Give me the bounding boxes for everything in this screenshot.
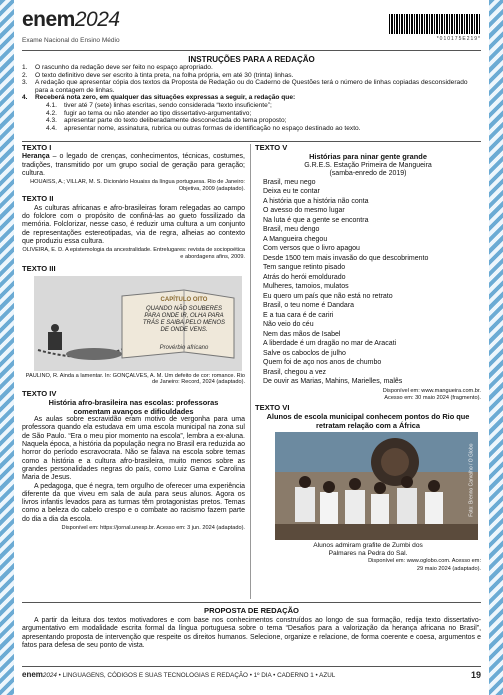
texto-iv-title: História afro-brasileira nas escolas: professoras comentam avanços e dificuldades	[48, 398, 219, 416]
texto-iv-source: Disponível em: https://jornal.unesp.br. Acesso em: 3 jun. 2024 (adaptado).	[61, 524, 245, 531]
texto-v-access: Acesso em: 30 maio 2024 (fragmento).	[384, 395, 481, 402]
lyric-line: Com versos que o livro apagou	[263, 245, 360, 253]
right-decorative-border	[489, 0, 503, 695]
proposal-body: A partir da leitura dos textos motivadores e com base nos conhecimentos construídos ao longo de sua formação, redija texto dissertativo-argumentativo em modalidade escrita formal da língua portuguesa sobre o tema “Desafios para a valorização da herança africana no Brasil”, apresentando proposta de intervenção que respeite os direitos humanos. Selecione, organize e relacione, de forma coerente e coesa, argumentos e fatos para defesa de seu ponto de vista.	[22, 617, 481, 649]
texto-i-source: HOUAISS, A.; VILLAR, M. S. Dicionário Houaiss da língua portuguesa. Rio de Janeiro: Objetiva, 2009 (adaptado).	[30, 179, 245, 192]
page-number: 19	[470, 670, 481, 680]
texto-ii-body: As culturas africanas e afro-brasileiras foram relegadas ao campo do folclore com o propósito de confiná-las ao gueto fossilizado da memória. Folclorizar, nesse caso, é reduzir uma cultura a um conjunto de representações estereotipadas, via de regra, alheias ao contexto que produziu essa cultura.	[22, 204, 245, 245]
instruction-subitem: 4.1. tiver até 7 (sete) linhas escritas, sendo considerada “texto insuficiente”;	[46, 101, 272, 109]
lyric-line: A Mangueira chegou	[263, 235, 328, 243]
texto-iv-heading: TEXTO IV	[22, 388, 57, 398]
texto-iii-heading: TEXTO III	[22, 264, 56, 274]
instruction-item: 4. Receberá nota zero, em qualquer das situações expressas a seguir, a redação que:	[22, 94, 296, 102]
proposal-title: PROPOSTA DE REDAÇÃO	[204, 606, 299, 615]
lyric-line: Brasil, chegou a vez	[263, 368, 327, 376]
instructions-divider	[22, 141, 481, 142]
texto-vi-source: Disponível em: www.oglobo.com. Acesso em:	[368, 558, 481, 565]
texto-ii-source: OLIVEIRA, E. D. A epistemologia da ancestralidade. Entrelugares: revista de sociopoética e abordagens afins, 2009.	[22, 247, 245, 260]
lyric-line: Salve os caboclos de julho	[263, 349, 346, 357]
left-decorative-border	[0, 0, 14, 695]
footer-divider	[22, 666, 481, 667]
barcode-icon	[389, 14, 481, 34]
samba-lyrics	[263, 178, 481, 387]
texto-vi-heading: TEXTO VI	[255, 402, 290, 412]
photo-caption-continued: Palmares na Pedra do Sal.	[328, 549, 408, 557]
barcode-number: *010175E219*	[436, 36, 481, 42]
page-header	[22, 6, 481, 46]
lyric-line: E a tua cara é de cariri	[263, 311, 334, 319]
header-subtitle: Exame Nacional do Ensino Médio	[22, 37, 120, 44]
proposal-divider	[22, 602, 481, 603]
texto-v-heading: TEXTO V	[255, 143, 288, 152]
lyric-line: Nem das mãos de Isabel	[263, 330, 341, 338]
texto-v-title: Histórias para ninar gente grande	[309, 152, 427, 162]
instruction-item: 1. O rascunho da redação deve ser feito no espaço apropriado.	[22, 64, 213, 71]
right-column	[255, 144, 481, 572]
texto-ii-heading: TEXTO II	[22, 194, 54, 204]
texto-vi-access: 29 maio 2024 (adaptado).	[416, 565, 481, 572]
lyric-line: Eu quero um país que não está no retrato	[263, 292, 393, 300]
page-footer	[22, 670, 481, 684]
lyric-line: Na luta é que a gente se encontra	[263, 216, 369, 224]
students-graffiti-image	[275, 432, 478, 540]
graffiti-photo	[275, 432, 478, 540]
texto-iii-source: PAULINO, R. Ainda a lamentar. In: GONÇALVES, A. M. Um defeito de cor: romance. Rio de Janeiro: Record, 2024 (adaptado).	[25, 372, 245, 386]
lyric-line: De ouvir as Marias, Mahins, Marielles, malês	[263, 378, 403, 386]
lyric-line: O avesso do mesmo lugar	[263, 207, 345, 215]
lyric-line: Atrás do herói emoldurado	[263, 273, 346, 281]
lyric-line: Brasil, meu dengo	[263, 226, 320, 234]
texto-vi-title: Alunos de escola municipal conhecem pontos do Rio que retratam relação com a África	[266, 412, 470, 430]
instructions-list	[22, 64, 481, 132]
book-illustration	[34, 276, 242, 371]
instruction-subitem: 4.2. fugir ao tema ou não atender ao tipo dissertativo-argumentativo;	[46, 109, 252, 117]
instruction-item: 3. A redação que apresentar cópia dos textos da Proposta de Redação ou do Caderno de Questões terá o número de linhas copiadas desconsiderado para a contagem de linhas.	[22, 79, 468, 94]
instruction-subitem: 4.4. apresentar nome, assinatura, rubrica ou outras formas de identificação no espaço destinado ao texto.	[46, 124, 361, 132]
footer-logo: enem	[22, 670, 43, 679]
texto-i-body: Herança – o legado de crenças, conhecimentos, técnicas, costumes, tradições, transmitido por um grupo social de geração para geração; cultura.	[22, 153, 245, 177]
lyric-line: A história que a história não conta	[263, 197, 369, 205]
texto-v-subtitle-year: (samba-enredo de 2019)	[329, 169, 407, 177]
chapter-label: CAPÍTULO OITO	[160, 296, 208, 303]
enem-logo: enem2024	[22, 8, 120, 31]
photo-caption: Alunos admiram grafite de Zumbi dos	[313, 542, 423, 550]
lyric-line: Não veio do céu	[263, 321, 314, 329]
left-column	[22, 144, 245, 532]
instruction-item: 2. O texto definitivo deve ser escrito à tinta preta, na folha própria, em até 30 (trinta) linhas.	[22, 71, 294, 79]
column-divider	[250, 144, 251, 599]
texto-v-subtitle: G.R.E.S. Estação Primeira de Mangueira	[304, 161, 432, 169]
instructions-title: INSTRUÇÕES PARA A REDAÇÃO	[188, 55, 315, 64]
footer-text: • LINGUAGENS, CÓDIGOS E SUAS TECNOLOGIAS E REDAÇÃO • 1º DIA • CADERNO 1 • AZUL	[58, 672, 336, 679]
texto-iv-paragraph-2: A pedagoga, que é negra, tem orgulho de oferecer uma experiência diferente da que viveu em sala de aula para seus alunos. Agora os livros infantis levados para as turmas têm protagonistas pretos. Temas como a beleza do cabelo crespo e o combate ao racismo fazem parte do dia a dia da escola.	[22, 482, 245, 523]
lyric-line: Brasil, o teu nome é Dandara	[263, 302, 355, 310]
lyric-line: Mulheres, tamoios, mulatos	[263, 283, 349, 291]
lyric-line: A liberdade é um dragão no mar de Aracati	[263, 340, 397, 348]
book-quote: QUANDO NÃO SOUBERES PARA ONDE IR, OLHA PARA TRÁS E SAIBA PELO MENOS DE ONDE VENS.	[142, 305, 226, 333]
header-divider	[22, 50, 481, 51]
lyric-line: Desde 1500 tem mais invasão do que descobrimento	[263, 254, 429, 262]
proverb-label: Provérbio africano	[159, 344, 209, 351]
essay-proposal	[22, 604, 481, 650]
texto-i-heading: TEXTO I	[22, 143, 52, 152]
instruction-subitem: 4.3. apresentar parte do texto deliberadamente desconectada do tema proposto;	[46, 117, 287, 125]
lyric-line: Tem sangue retinto pisado	[263, 264, 346, 272]
texto-v-source: Disponível em: www.mangueira.com.br.	[382, 387, 481, 394]
exam-page	[22, 0, 481, 695]
lyric-line: Deixa eu te contar	[263, 188, 320, 196]
lyric-line: Quem foi de aço nos anos de chumbo	[263, 359, 382, 367]
footer-year: 2024	[42, 672, 57, 679]
photo-credit: Foto: Brenno Carvalho / O Globo	[468, 443, 475, 517]
lyric-line: Brasil, meu nego	[263, 178, 316, 186]
texto-iv-paragraph-1: As aulas sobre escravidão eram motivo de vergonha para uma professora quando ela estudava em uma escola municipal na zona sul de São Paulo. “Era o meu pior momento na escola”, lembra a ex-aluna. Naquela época, a história da população negra no Brasil era reduzida ao horror do período escravocrata. Não se falava na escola sobre temas como a história e a cultura afro-brasileira, muito menos sobre as grandes personalidades negras do país, como Luiz Gama e Carolina Maria de Jesus.	[22, 416, 245, 482]
